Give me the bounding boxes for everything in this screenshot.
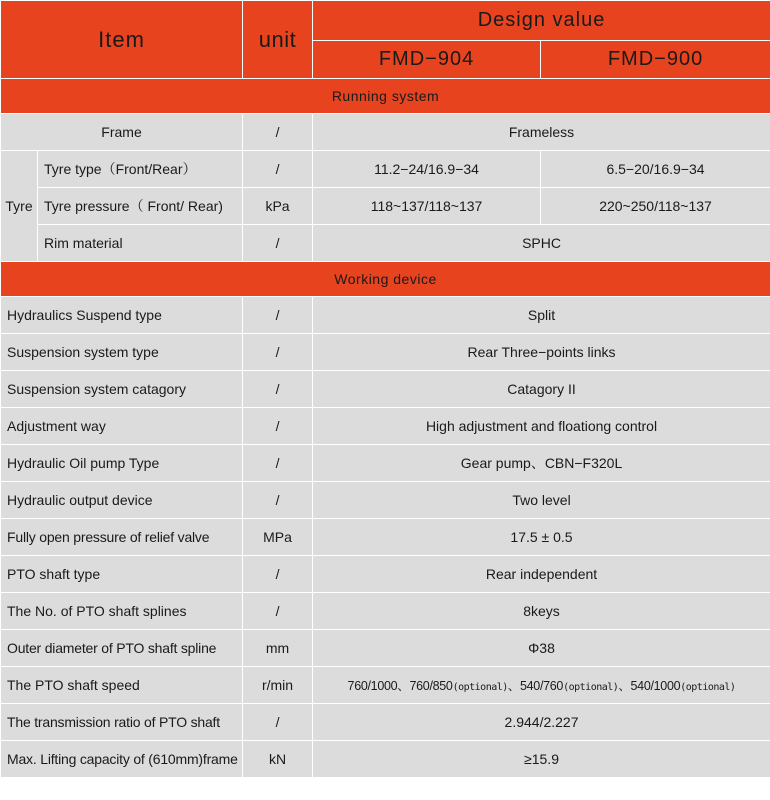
row-unit: / — [243, 114, 313, 151]
table-row — [1, 519, 770, 556]
row-unit: / — [243, 593, 313, 630]
table-row — [1, 188, 770, 225]
pto-speed-value-2: 、540/760 — [507, 679, 564, 693]
row-label: Tyre pressure（ Front/ Rear) — [38, 188, 243, 225]
row-value: Φ38 — [313, 630, 770, 667]
table-row — [1, 114, 770, 151]
row-value-a: 11.2−24/16.9−34 — [313, 151, 541, 188]
row-value-b: 220~250/118~137 — [541, 188, 770, 225]
row-label: Tyre type（Front/Rear） — [38, 151, 243, 188]
row-value: Rear Three−points links — [313, 334, 770, 371]
table-row — [1, 151, 770, 188]
row-label: Suspension system catagory — [1, 371, 243, 408]
table-row — [1, 225, 770, 262]
row-value — [313, 667, 770, 704]
row-value: Catagory II — [313, 371, 770, 408]
row-unit: r/min — [243, 667, 313, 704]
row-label: The transmission ratio of PTO shaft — [1, 704, 243, 741]
optional-note: (optional) — [563, 682, 619, 693]
row-label: Adjustment way — [1, 408, 243, 445]
row-value-a: 118~137/118~137 — [313, 188, 541, 225]
table-row — [1, 630, 770, 667]
row-label: Hydraulic Oil pump Type — [1, 445, 243, 482]
table-row — [1, 334, 770, 371]
row-unit: / — [243, 334, 313, 371]
header-model-a: FMD−904 — [313, 41, 541, 79]
optional-note: (optional) — [452, 682, 508, 693]
row-label: The No. of PTO shaft splines — [1, 593, 243, 630]
table-row — [1, 297, 770, 334]
pto-speed-value-3: 、540/1000 — [618, 679, 681, 693]
section-working-device: Working device — [1, 262, 770, 297]
table-row — [1, 408, 770, 445]
table-row — [1, 667, 770, 704]
row-unit: mm — [243, 630, 313, 667]
row-value: High adjustment and floationg control — [313, 408, 770, 445]
row-value: ≥15.9 — [313, 741, 770, 778]
header-item: Item — [1, 1, 243, 79]
row-unit: / — [243, 408, 313, 445]
row-label: Hydraulic output device — [1, 482, 243, 519]
table-row — [1, 445, 770, 482]
row-label: Frame — [1, 114, 243, 151]
section-running-system: Running system — [1, 79, 770, 114]
row-unit: / — [243, 225, 313, 262]
row-unit: / — [243, 297, 313, 334]
row-unit: / — [243, 482, 313, 519]
optional-note: (optional) — [680, 682, 736, 693]
row-unit: kN — [243, 741, 313, 778]
row-label: Max. Lifting capacity of (610mm)frame — [1, 741, 243, 778]
row-unit: / — [243, 556, 313, 593]
table-row — [1, 741, 770, 778]
row-value: SPHC — [313, 225, 770, 262]
row-unit: MPa — [243, 519, 313, 556]
header-unit: unit — [243, 1, 313, 79]
pto-speed-value-1: 760/1000、760/850 — [347, 679, 453, 693]
table-row — [1, 371, 770, 408]
table-row — [1, 482, 770, 519]
row-value: Frameless — [313, 114, 770, 151]
row-unit: / — [243, 151, 313, 188]
row-label: Rim material — [38, 225, 243, 262]
row-value: 17.5 ± 0.5 — [313, 519, 770, 556]
row-value: 8keys — [313, 593, 770, 630]
row-unit: / — [243, 445, 313, 482]
header-model-b: FMD−900 — [541, 41, 770, 79]
row-unit: / — [243, 704, 313, 741]
row-label: PTO shaft type — [1, 556, 243, 593]
row-value-b: 6.5−20/16.9−34 — [541, 151, 770, 188]
row-value: Two level — [313, 482, 770, 519]
table-row — [1, 556, 770, 593]
row-label: The PTO shaft speed — [1, 667, 243, 704]
row-value: 2.944/2.227 — [313, 704, 770, 741]
row-value: Gear pump、CBN−F320L — [313, 445, 770, 482]
header-design-value: Design value — [313, 1, 770, 41]
row-value: Rear independent — [313, 556, 770, 593]
row-label: Suspension system type — [1, 334, 243, 371]
tyre-group-label: Tyre — [1, 151, 38, 262]
table-row — [1, 593, 770, 630]
row-label: Hydraulics Suspend type — [1, 297, 243, 334]
row-value: Split — [313, 297, 770, 334]
row-unit: / — [243, 371, 313, 408]
row-label: Outer diameter of PTO shaft spline — [1, 630, 243, 667]
row-label: Fully open pressure of relief valve — [1, 519, 243, 556]
row-unit: kPa — [243, 188, 313, 225]
table-row — [1, 704, 770, 741]
